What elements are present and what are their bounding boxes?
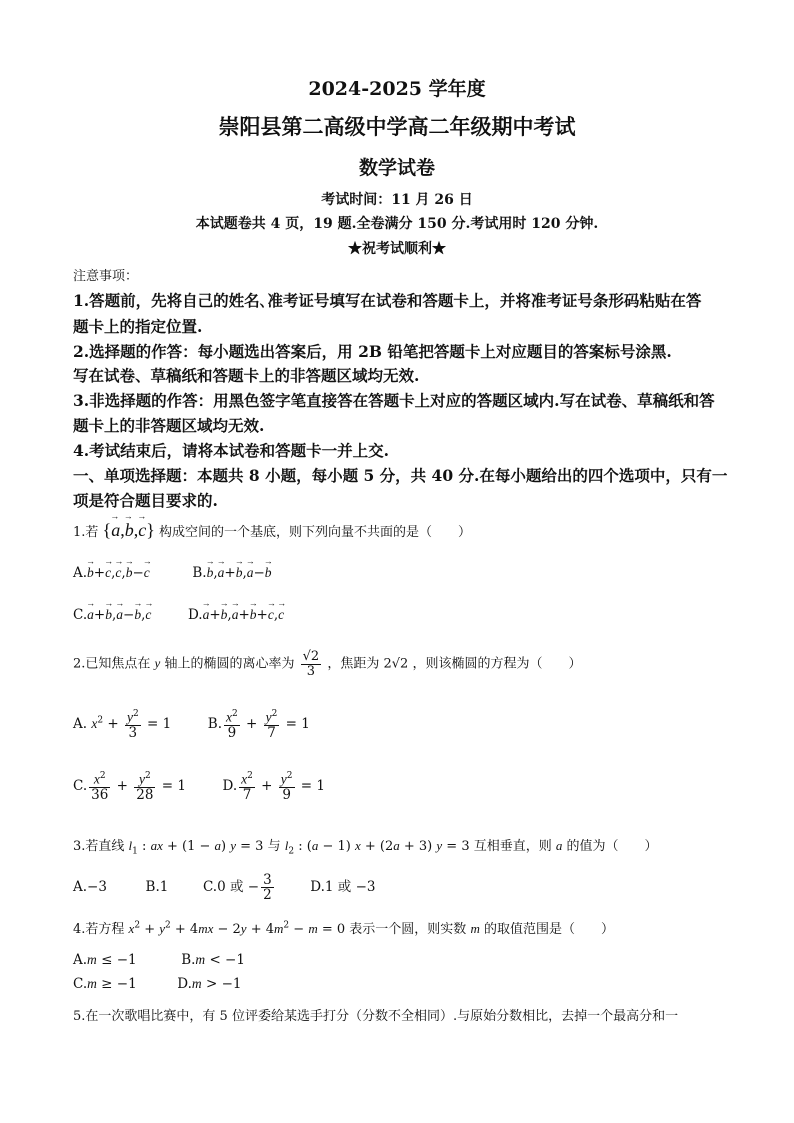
section1-title-b: 项是符合题目要求的.	[73, 491, 218, 510]
question-5-stem: 5.在一次歌唱比赛中，有 5 位评委给某选手打分（分数不全相同）.与原始分数相比，去掉一个最高分和一	[73, 1009, 679, 1024]
q3-prefix: 3.若直线	[73, 839, 125, 854]
q2-option-c[interactable]: C. $\frac{x^2}{36}$ + $\frac{y^2}{28}$ = 1	[73, 771, 186, 803]
q1-suffix: 构成空间的一个基底，则下列向量不共面的是（ ）	[158, 525, 471, 540]
q3-options	[73, 873, 733, 902]
q2-prefix: 2.已知焦点在	[73, 656, 151, 672]
good-luck-wish: ★祝考试顺利★	[348, 241, 446, 257]
q2-mid2: ，焦距为	[327, 656, 380, 672]
notice-item-2b: 写在试卷、草稿纸和答题卡上的非答题区域均无效.	[73, 366, 420, 385]
q3-mid: 与	[267, 839, 281, 854]
q3-line-l1: $l_1$ : ax + (1 − a) y = 3	[128, 838, 264, 857]
question-4-stem	[73, 918, 733, 937]
question-3-stem	[73, 835, 733, 857]
q2-options-ab	[73, 710, 733, 740]
q3-line-l2: $l_2$ : (a − 1) x + (2a + 3) y = 3	[284, 838, 470, 857]
q4-options-ab	[73, 952, 733, 968]
exam-time: 考试时间：11 月 26 日	[321, 192, 473, 208]
q4-mid: 表示一个圆，则实数	[349, 922, 467, 937]
notice-item-1b: 题卡上的指定位置.	[73, 317, 203, 336]
q4-var-m: m	[470, 921, 480, 936]
notice-item-4: 4.考试结束后，请将本试卷和答题卡一并上交.	[73, 441, 390, 460]
notice-item-2a: 2.选择题的作答：每小题选出答案后，用 2B 铅笔把答题卡上对应题目的答案标号涂黑.	[73, 342, 672, 361]
q3-var-a: a	[555, 838, 563, 853]
q1-options-ab	[73, 565, 733, 581]
q3-option-a[interactable]: A.−3	[73, 879, 107, 896]
q1-prefix: 1.若	[73, 525, 99, 540]
q2-focal-length: 2√2	[383, 656, 409, 672]
section1-title-a: 一、单项选择题：本题共 8 小题，每小题 5 分，共 40 分.在每小题给出的四个选项中，只有一	[73, 466, 728, 485]
notice-item-3b: 题卡上的非答题区域均无效.	[73, 416, 265, 435]
q4-option-a[interactable]: A.m ≤ −1	[73, 952, 137, 968]
q3-option-b[interactable]: B.1	[145, 879, 169, 896]
q2-suffix: ，则该椭圆的方程为（ ）	[412, 656, 582, 672]
q1-option-a[interactable]: A.→ b+→ c,→ c,→ b−→ c	[73, 565, 150, 581]
q2-option-d[interactable]: D. $\frac{x^2}{7}$ + $\frac{y^2}{9}$ = 1	[222, 771, 325, 803]
exam-year: 2024-2025 学年度	[308, 78, 486, 100]
q1-options-cd	[73, 607, 733, 623]
q4-suffix: 的取值范围是（ ）	[483, 922, 614, 937]
q4-prefix: 4.若方程	[73, 922, 125, 937]
q3-option-d[interactable]: D.1 或 −3	[310, 879, 376, 896]
q4-option-c[interactable]: C.m ≥ −1	[73, 976, 137, 992]
q3-option-c[interactable]: C.0 或 − $\frac{3}{2}$	[202, 872, 272, 904]
question-2-stem	[73, 650, 733, 678]
q2-options-cd	[73, 772, 733, 802]
question-1-stem	[73, 520, 733, 541]
q4-option-b[interactable]: B.m < −1	[181, 952, 245, 968]
exam-info: 本试题卷共 4 页，19 题.全卷满分 150 分.考试用时 120 分钟.	[195, 216, 599, 232]
subject-title: 数学试卷	[358, 157, 435, 179]
q1-option-b[interactable]: B.→ b,→ a+→ b,→ a−→ b	[192, 565, 271, 581]
q2-mid1: 轴上的椭圆的离心率为	[164, 656, 295, 672]
q3-mid2: 互相垂直，则	[473, 839, 552, 854]
q2-var-y: y	[154, 655, 161, 671]
q3-suffix: 的值为（ ）	[566, 839, 658, 854]
q2-option-b[interactable]: B. $\frac{x^2}{9}$ + $\frac{y^2}{7}$ = 1	[207, 709, 310, 741]
school-title: 崇阳县第二高级中学高二年级期中考试	[218, 114, 576, 139]
q4-options-cd	[73, 976, 733, 992]
q1-basis-set: {→ a,→ b,→ c}	[103, 520, 155, 540]
notice-item-3a: 3.非选择题的作答：用黑色签字笔直接答在答题卡上对应的答题区域内.写在试卷、草稿纸和答	[73, 391, 715, 410]
q4-option-d[interactable]: D.m > −1	[177, 976, 242, 992]
q2-eccentricity: $\frac{√2}{3}$	[302, 649, 320, 679]
notice-heading: 注意事项：	[73, 269, 139, 284]
q1-option-d[interactable]: D.→ a+→ b,→ a+→ b+→ c,→ c	[188, 607, 284, 623]
q1-option-c[interactable]: C.→ a+→ b,→ a−→ b,→ c	[73, 607, 151, 623]
q4-equation: $x^2 + y^2 + 4mx - 2y + 4m^2 - m = 0$	[128, 920, 346, 937]
notice-item-1a: 1.答题前，先将自己的姓名､准考证号填写在试卷和答题卡上，并将准考证号条形码粘贴在答	[73, 291, 702, 310]
q2-option-a[interactable]: A. $x^2$ + $\frac{y^2}{3}$ = 1	[73, 709, 172, 741]
